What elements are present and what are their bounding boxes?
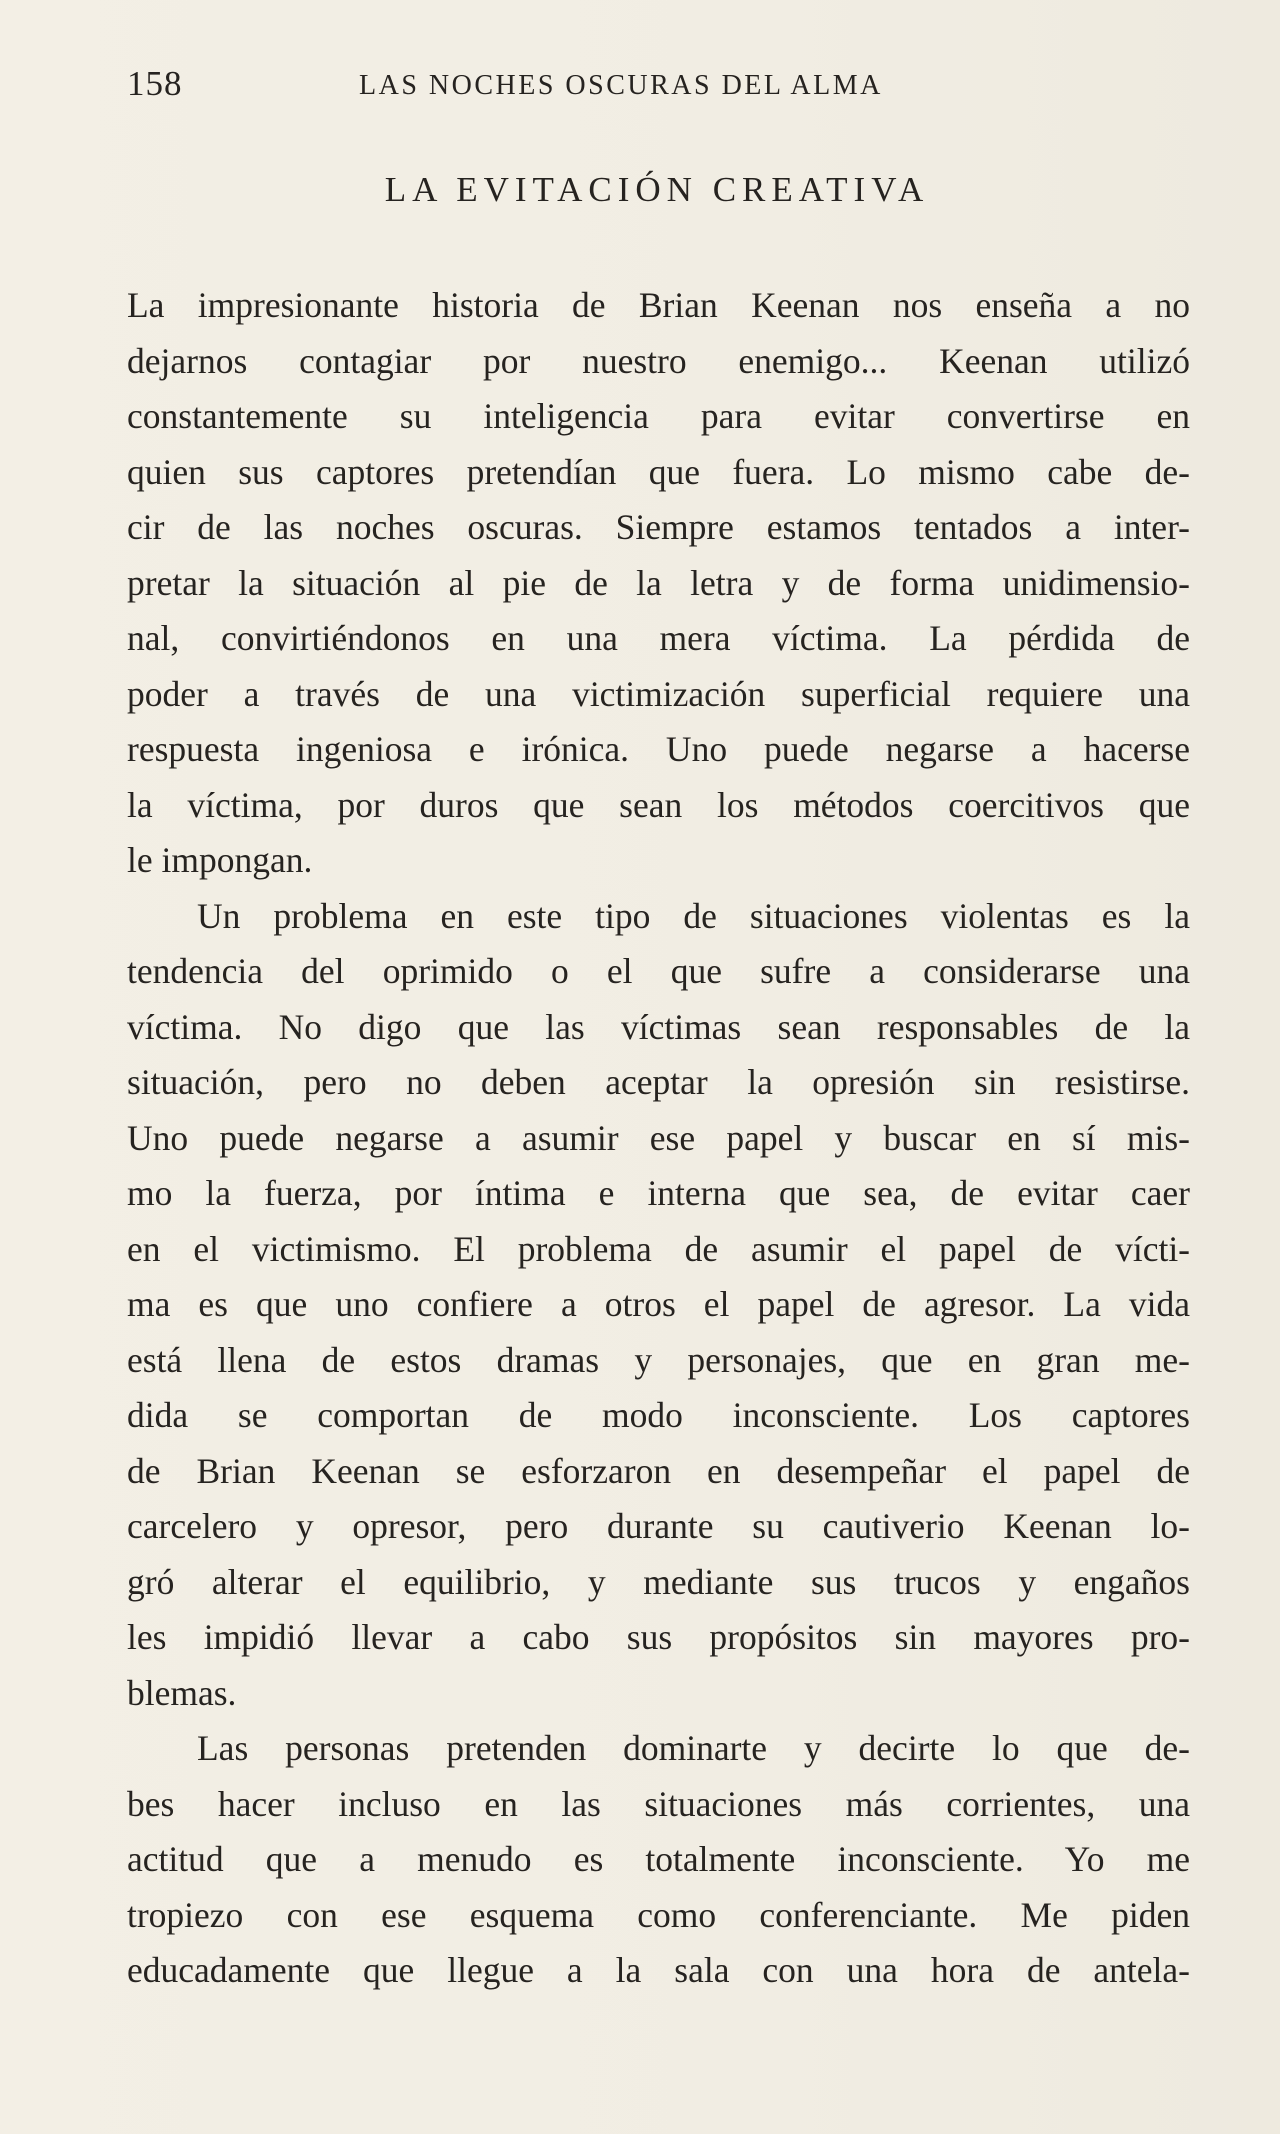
text-line: tendencia del oprimido o el que sufre a considerarse una <box>127 951 1190 991</box>
text-line: blemas. <box>127 1672 237 1713</box>
text-line: carcelero y opresor, pero durante su cautiverio Keenan lo- <box>127 1506 1190 1546</box>
text-line: en el victimismo. El problema de asumir el papel de vícti- <box>127 1228 1190 1269</box>
text-line: pretar la situación al pie de la letra y de forma unidimensio- <box>127 562 1190 603</box>
section-title: LA EVITACIÓN CREATIVA <box>384 170 930 209</box>
text-line: respuesta ingeniosa e irónica. Uno puede negarse a hacerse <box>127 729 1190 769</box>
text-line: tropiezo con ese esquema como conferenciante. Me piden <box>127 1894 1190 1935</box>
text-line: mo la fuerza, por íntima e interna que sea, de evitar caer <box>127 1173 1190 1213</box>
page-number: 158 <box>127 64 183 103</box>
text-line: víctima. No digo que las víctimas sean responsables de la <box>127 1006 1190 1047</box>
text-line: Uno puede negarse a asumir ese papel y buscar en sí mis- <box>127 1117 1190 1158</box>
text-line: La impresionante historia de Brian Keenan nos enseña a no <box>127 285 1190 325</box>
text-line: situación, pero no deben aceptar la opresión sin resistirse. <box>127 1062 1190 1102</box>
text-line: bes hacer incluso en las situaciones más corrientes, una <box>127 1783 1190 1824</box>
text-line: está llena de estos dramas y personajes, que en gran me- <box>127 1339 1190 1380</box>
paragraph-2 <box>127 889 1190 1722</box>
text-line: ma es que uno confiere a otros el papel de agresor. La vida <box>127 1284 1190 1324</box>
text-line: la víctima, por duros que sean los métodos coercitivos que <box>127 784 1190 825</box>
text-line: constantemente su inteligencia para evitar convertirse en <box>127 396 1190 436</box>
text-line: Las personas pretenden dominarte y decirte lo que de- <box>197 1728 1190 1768</box>
text-line: gró alterar el equilibrio, y mediante sus trucos y engaños <box>127 1561 1190 1602</box>
text-line: dejarnos contagiar por nuestro enemigo... Keenan utilizó <box>127 340 1190 381</box>
paragraph-1 <box>127 278 1190 889</box>
text-line: Un problema en este tipo de situaciones violentas es la <box>197 895 1190 936</box>
book-title: LAS NOCHES OSCURAS DEL ALMA <box>359 70 883 101</box>
text-line: le impongan. <box>127 840 313 880</box>
text-line: quien sus captores pretendían que fuera. Lo mismo cabe de- <box>127 451 1190 492</box>
text-line: nal, convirtiéndonos en una mera víctima. La pérdida de <box>127 618 1190 658</box>
text-line: cir de las noches oscuras. Siempre estamos tentados a inter- <box>127 507 1190 547</box>
running-header <box>127 62 1187 110</box>
text-line: educadamente que llegue a la sala con una hora de antela- <box>127 1950 1190 1990</box>
paragraph-3 <box>127 1721 1190 1999</box>
text-line: dida se comportan de modo inconsciente. Los captores <box>127 1395 1190 1435</box>
body-text <box>127 278 1190 1999</box>
text-line: actitud que a menudo es totalmente inconsciente. Yo me <box>127 1839 1190 1879</box>
text-line: les impidió llevar a cabo sus propósitos sin mayores pro- <box>127 1617 1190 1657</box>
text-line: de Brian Keenan se esforzaron en desempeñar el papel de <box>127 1450 1190 1491</box>
text-line: poder a través de una victimización superficial requiere una <box>127 673 1190 714</box>
